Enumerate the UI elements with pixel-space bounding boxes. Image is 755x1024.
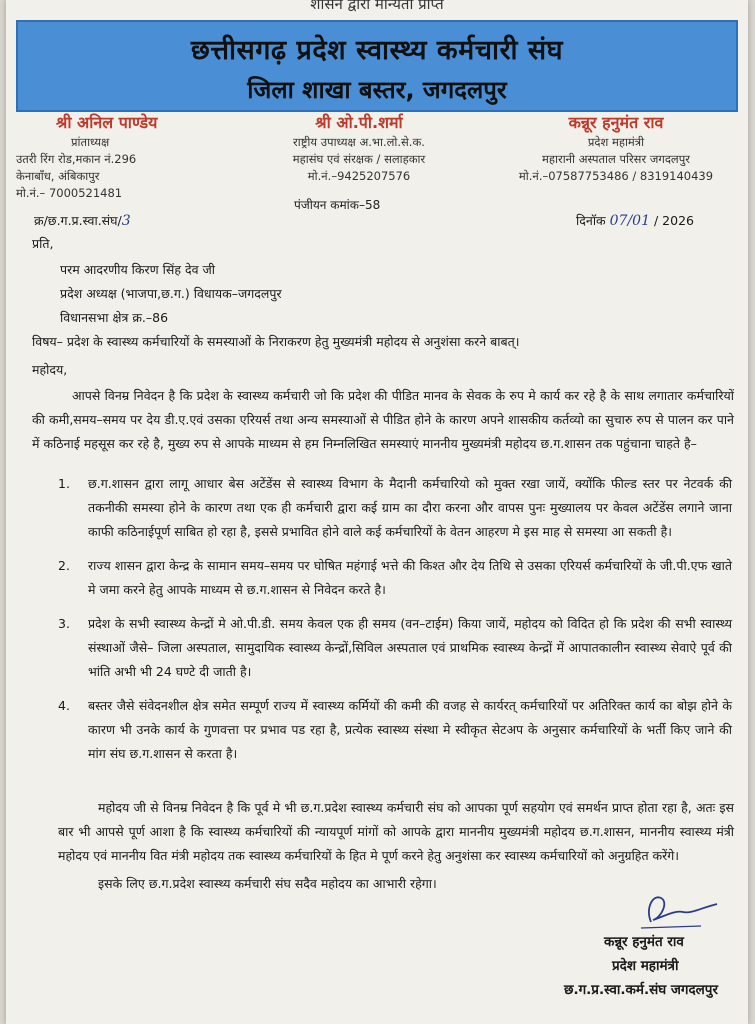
date-label: दिनॉक [576,213,606,228]
officer-detail: राष्ट्रीय उपाध्यक्ष अ.भा.लो.से.क. [293,135,425,149]
thanks-line: इसके लिए छ.ग.प्रदेश स्वास्थ्य कर्मचारी संघ सदैव महोदय का आभारी रहेगा। [98,876,437,891]
signatory-name: कन्नूर हनुमंत राव [603,934,684,950]
closing-block [58,796,734,896]
letter-date [576,212,694,229]
recognition-line: शासन द्वारा मान्यता प्राप्त [310,0,444,13]
officer-detail: केनाबाँध, अंबिकापुर [16,169,100,183]
signatory-org: छ.ग.प्र.स्वा.कर्म.संघ जगदलपुर [563,982,718,998]
item-number: 4. [58,698,70,713]
officer-detail: मो.नं.– 7000521481 [16,186,123,200]
officer-detail: महारानी अस्पताल परिसर जगदलपुर [542,152,690,166]
signature-block [564,930,718,1002]
reference-number [34,212,131,229]
date-handwritten: 07/01 [609,213,650,229]
officer-name: कन्नूर हनुमंत राव [568,113,664,132]
branch-name: जिला शाखा बस्तर, जगदलपुर [247,76,507,104]
list-item [58,554,732,602]
signatory-title: प्रदेश महामंत्री [611,958,679,974]
recipient-line: विधानसभा क्षेत्र क्र.–86 [60,310,169,325]
intro-paragraph: आपसे विनम्र निवेदन है कि प्रदेश के स्वास्थ्य कर्मचारी जो कि प्रदेश की पीडित मानव के सेवक के रुप मे कार्य कर रहे है के साथ लगातार कर्मचारियों की कमी,समय–समय पर देय डी.ए.एवं उसका एरियर्स तथा अन्य समस्याओं से पीडित होने के कारण अपने शासकीय कर्तव्यो का सुचारु रुप से पालन कर पाने में कठिनाई महसूस कर रहे है, मुख्य रुप से आपके माध्यम से हम निम्नलिखित समस्याएं माननीय मुख्यमंत्री महोदय छ.ग.शासन तक पहुंचाना चाहते है– [32,388,734,451]
list-item [58,612,732,684]
list-item [58,472,732,544]
subject-line: विषय– प्रदेश के स्वास्थ्य कर्मचारियों के समस्याओं के निराकरण हेतु मुख्यमंत्री महोदय से अनुशंसा करने बाबत्। [32,334,520,349]
greeting: महोदय, [32,362,68,377]
officer-name: श्री अनिल पाण्डेय [56,113,158,132]
points-list [58,472,732,776]
officer-detail: मो.नं.–9425207576 [307,169,411,183]
officer-detail: महासंघ एवं संरक्षक / सलाहकार [292,152,426,166]
handwritten-signature [631,888,721,936]
item-number: 3. [58,616,70,631]
officer-1 [16,112,226,202]
reference-prefix: क्र/छ.ग.प्र.स्वा.संघ/ [34,213,122,228]
officer-3 [496,112,736,185]
officer-name: श्री ओ.पी.शर्मा [315,113,403,132]
date-year: / 2026 [653,213,694,228]
reference-handwritten-number: 3 [121,213,131,229]
closing-paragraph: महोदय जी से विनम्र निवेदन है कि पूर्व मे भी छ.ग.प्रदेश स्वास्थ्य कर्मचारी संघ को आपका पूर्ण सहयोग एवं समर्थन प्राप्त होता रहा है, अतः इस बार भी आपसे पूर्ण आशा है कि स्वास्थ्य कर्मचारियों की न्यायपूर्ण मांगों को आपके द्वारा माननीय मुख्यमंत्री महोदय छ.ग.शासन, माननीय स्वास्थ्य मंत्री महोदय एवं माननीय वित मंत्री महोदय तक स्वास्थ्य कर्मचारियों के हित मे पूर्ण करने हेतु अनुशंसा कर स्वास्थ्य कर्मचारियों को अनुग्रहित करेंगे। [58,800,734,863]
item-text: राज्य शासन द्वारा केन्द्र के सामान समय–समय पर घोषित महंगाई भत्ते की किश्त और देय तिथि से उसका एरियर्स कर्मचारियों के जी.पी.एफ खाते मे जमा करने हेतु आपके माध्यम से छ.ग.शासन से निवेदन करते है। [88,558,732,597]
officer-detail: मो.नं.–07587753486 / 8319140439 [518,169,714,183]
item-text: बस्तर जैसे संवेदनशील क्षेत्र समेत सम्पूर्ण राज्य में स्वास्थ्य कर्मियों की कमी की वजह से कार्यरत् कर्मचारियों पर अतिरिक्त कार्य का बोझ होने के कारण भी उनके कार्य के गुणवत्ता पर प्रभाव पड रहा है, प्रत्येक स्वास्थ्य संस्था मे स्वीकृत सेटअप के अनुसार कर्मचारियों के भर्ती किए जाने की मांग संघ छ.ग.शासन से करता है। [88,698,732,761]
item-number: 1. [58,476,70,491]
recipient-block [32,232,734,456]
registration-number: पंजीयन कमांक–58 [294,198,381,212]
list-item [58,694,732,766]
organization-name: छत्तीसगढ़ प्रदेश स्वास्थ्य कर्मचारी संघ [190,35,564,66]
letterhead-banner [16,20,738,112]
item-text: छ.ग.शासन द्वारा लागू आधार बेस अटेंडेंस से स्वास्थ्य विभाग के मैदानी कर्मचारियो को मुक्त रखा जायें, क्योंकि फील्ड स्तर पर नेटवर्क की तकनीकी समस्या होने के कारण तथा एक ही कर्मचारी द्वारा कई ग्राम का दौरा करना और वापस पुनः मुख्यालय पर केवल अटेंडेंस लगाने जाना काफी कठिनाईपूर्ण साबित हो रहा है, इससे प्रभावित होने वाले कई कर्मचारियों के वेतन आहरण मे इस माह से समस्या आ सकती है। [88,476,732,539]
letter-page [6,0,748,1024]
item-text: प्रदेश के सभी स्वास्थ्य केन्द्रों मे ओ.पी.डी. समय केवल एक ही समय (वन–टाईम) किया जायें, महोदय को विदित हो कि प्रदेश की सभी स्वास्थ्य संस्थाओं जैसे– जिला अस्पताल, सामुदायिक स्वास्थ्य केन्द्रों,सिविल अस्पताल एवं प्राथमिक स्वास्थ्य केन्द्रों में आपातकालीन स्वास्थ्य सेवाऐ पूर्व की भांति अभी भी 24 घण्टे दी जाती है। [88,616,732,679]
officer-2 [234,112,484,185]
officer-detail: प्रदेश महामंत्री [587,135,645,149]
recipient-line: प्रदेश अध्यक्ष (भाजपा,छ.ग.) विधायक–जगदलपुर [60,286,282,301]
recipient-lines [32,258,734,330]
recipient-line: परम आदरणीय किरण सिंह देव जी [60,262,216,277]
item-number: 2. [58,558,70,573]
to-label: प्रति, [32,236,54,251]
officer-detail: उतरी रिंग रोड,मकान नं.296 [16,152,137,166]
officer-detail: प्रांताध्यक्ष [71,135,110,149]
